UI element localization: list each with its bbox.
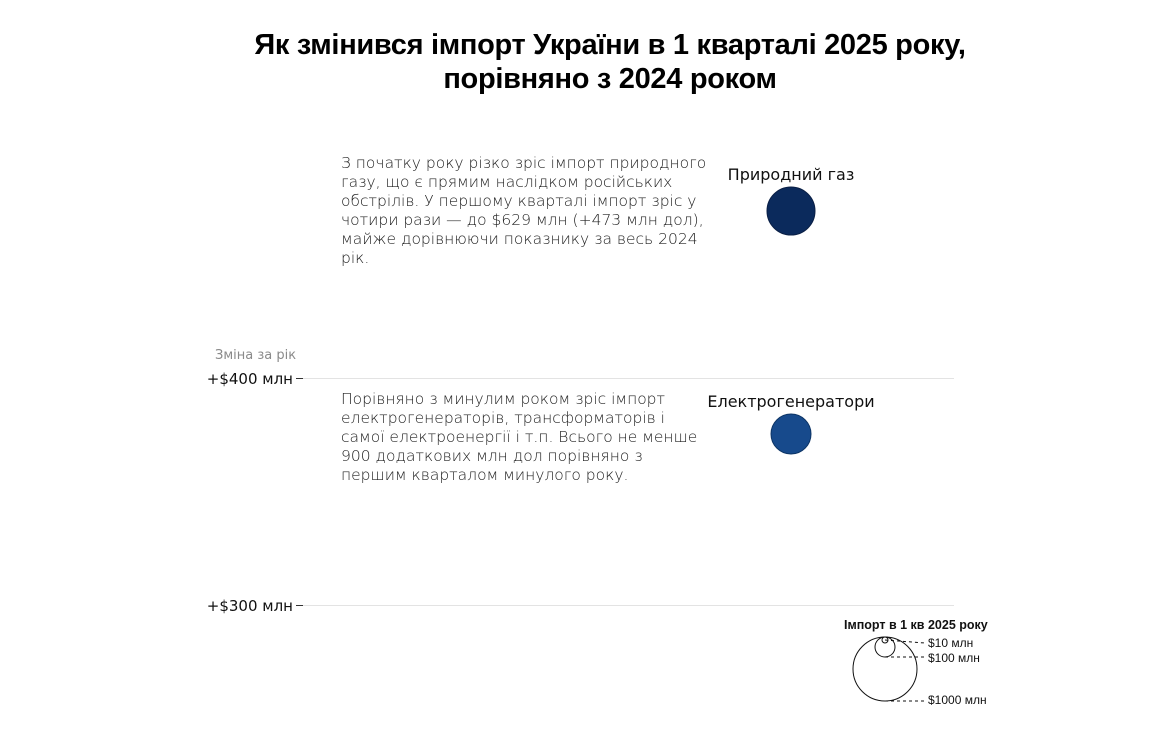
bubble-generators[interactable] (771, 414, 811, 454)
bubble-gas[interactable] (767, 187, 815, 235)
y-tick-label-300: +$300 млн (206, 597, 293, 615)
bubble-label-gas: Природний газ (727, 165, 855, 184)
legend-leader-10 (885, 640, 925, 643)
size-legend-label-100: $100 млн (928, 651, 980, 665)
y-axis-title: Зміна за рік (215, 348, 297, 363)
chart-title-line1: Як змінився імпорт України в 1 кварталі 2025 року, (254, 29, 966, 61)
size-legend-label-10: $10 млн (928, 636, 974, 650)
bubble-label-generators: Електрогенератори (707, 392, 875, 411)
y-tick-label-400: +$400 млн (206, 370, 293, 388)
legend-circle-1000 (853, 637, 917, 701)
chart-title-line2: порівняно з 2024 роком (443, 63, 777, 95)
annotation-generators: Порівняно з минулим роком зріс імпорт електрогенераторів, трансформаторів і самої електроенергії і т.п. Всього не менше 900 додаткових млн дол порівняно з першим кварталом минулого року. (341, 390, 698, 484)
size-legend-label-1000: $1000 млн (928, 693, 987, 707)
annotation-gas: З початку року різко зріс імпорт природного газу, що є прямим наслідком російських обстрілів. У першому кварталі імпорт зріс у чотири рази — до $629 млн (+473 млн дол), майже дорівнюючи показнику за весь 2024 рік. (341, 154, 707, 267)
size-legend-title: Імпорт в 1 кв 2025 року (844, 618, 988, 632)
